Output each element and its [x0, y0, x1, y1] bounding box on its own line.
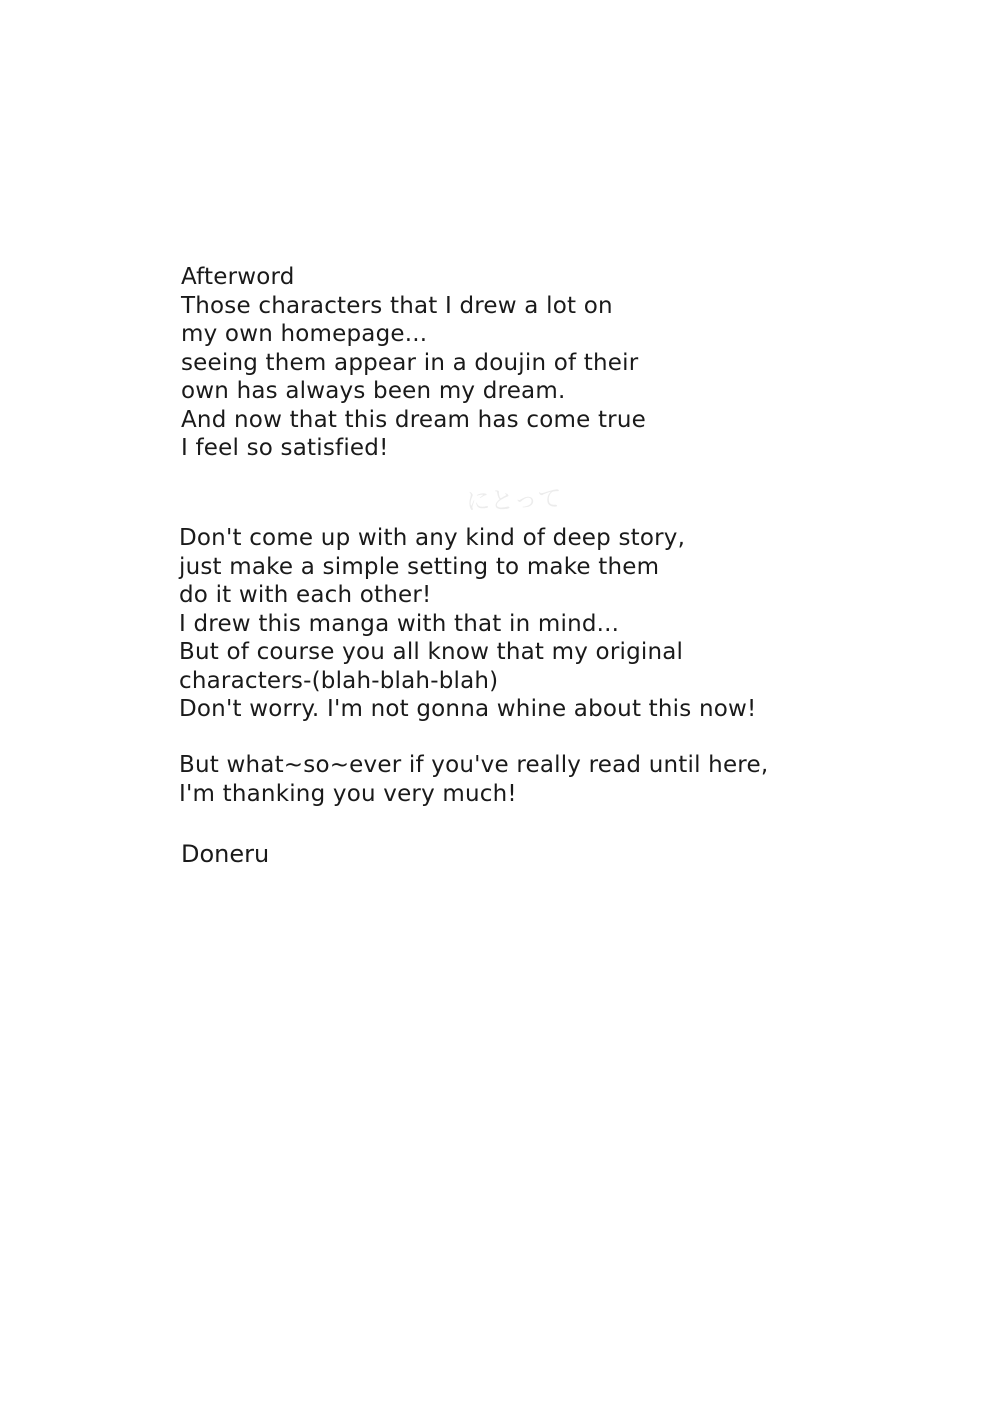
- text-line: Those characters that I drew a lot on: [181, 292, 613, 319]
- afterword-closing-block: [179, 751, 768, 808]
- text-line: I'm thanking you very much!: [179, 780, 517, 807]
- afterword-intro-block: [181, 263, 646, 463]
- afterword-middle-block: [179, 524, 756, 724]
- text-line: Don't worry. I'm not gonna whine about this now!: [179, 696, 757, 722]
- author-signature: Doneru: [181, 840, 270, 868]
- text-line: I drew this manga with that in mind...: [179, 610, 620, 637]
- text-line: But of course you all know that my original: [179, 639, 684, 665]
- text-line: do it with each other!: [179, 582, 432, 608]
- afterword-heading: Afterword: [181, 264, 295, 290]
- faint-erased-japanese-text: にとって: [465, 484, 563, 516]
- text-line: And now that this dream has come true: [181, 406, 646, 433]
- text-line: But what~so~ever if you've really read until here,: [179, 752, 769, 778]
- text-line: I feel so satisfied!: [181, 435, 389, 461]
- text-line: Don't come up with any kind of deep story,: [179, 525, 686, 551]
- text-line: my own homepage...: [181, 321, 428, 347]
- text-line: seeing them appear in a doujin of their: [181, 349, 639, 376]
- text-line: just make a simple setting to make them: [179, 553, 660, 580]
- text-line: own has always been my dream.: [181, 378, 566, 404]
- text-line: characters-(blah-blah-blah): [179, 667, 499, 694]
